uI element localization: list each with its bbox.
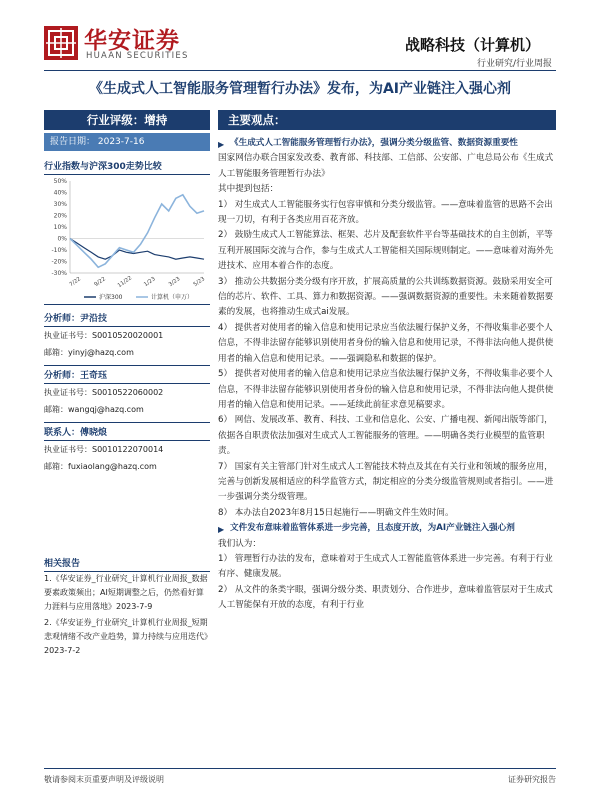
list-item: 5） 提供者对使用者的输入信息和使用记录应当依法履行保护义务，不得收集非必要个人信息，不得非法留存能够识别使用者身份的输入信息和使用记录，不得非法向他人提供使用者的输入信息和使用记录。——延续此前征求意见稿要求。 [218,369,554,410]
report-type: 战略科技（计算机） [404,36,540,54]
y-tick-label: -10% [51,247,67,254]
bullet-heading-1-text: 《生成式人工智能服务管理暂行办法》，强调分类分级监管、数据资源重要性 [230,138,518,148]
footer-disclaimer[interactable]: 敬请参阅末页重要声明及评级说明 [44,775,164,784]
y-tick-label: 50% [53,178,67,185]
analyst-1-cert: 执业证书号：S0010520020001 [44,331,164,340]
x-tick-label: 11/22 [116,275,134,290]
list-item: 4） 提供者对使用者的输入信息和使用记录应当依法履行保护义务，不得收集非必要个人信息，不得非法留存能够识别使用者身份的输入信息和使用记录，不得非法向他人提供使用者的输入信息和使用记录。——强调隐私和数据的保护。 [218,322,554,364]
bullet-heading-2 [218,521,556,536]
related-report-item[interactable]: 2.《华安证券_行业研究_计算机行业周报_短期悲观情绪不改产业趋势，算力持续与应用迭代》2023-7-2 [44,618,208,655]
y-tick-label: 40% [53,189,67,197]
analyst-2-cert: 执业证书号：S0010522060002 [44,388,164,397]
main-content [218,110,556,614]
brand-name-cn: 华安证券 [84,28,180,54]
y-tick-label: 0% [57,235,67,243]
x-tick-label: 3/23 [167,276,182,289]
footer-divider [44,768,556,769]
x-tick-label: 7/22 [68,276,83,289]
list-item: 1） 管理暂行办法的发布，意味着对于生成式人工智能监管体系进一步完善。有利于行业有序、健康发展。 [218,553,553,580]
report-subtype: 行业研究/行业周报 [476,59,552,69]
x-tick-label: 1/23 [143,276,157,289]
y-tick-label: -20% [51,258,67,266]
list-item: 1） 对生成式人工智能服务实行包容审慎和分类分级监管。——意味着监管的思路不会出现一刀切，有利于各类应用百花齐放。 [218,199,553,226]
list-item: 6） 网信、发展改革、教育、科技、工业和信息化、公安、广播电视、新闻出版等部门，依据各自职责依法加强对生成式人工智能服务的管理。——明确各类行业模型的监管职责。 [218,415,553,457]
bullet-triangle-icon: ▶ [218,140,225,149]
index-chart-svg [44,175,210,305]
paragraph: 其中提到包括： [218,184,279,195]
bullet-triangle-icon: ▶ [218,525,225,535]
index-chart [44,175,210,305]
chart-section-title: 行业指数与沪深300走势比较 [44,159,210,175]
related-report-item[interactable]: 1.《华安证券_行业研究_计算机行业周报_数据要素政策频出；AI短期调整之后，仍然看好算力涯料与应用落地》2023-7-9 [44,574,208,611]
legend-label-1: 沪深300 [99,294,123,301]
analyst-1-email[interactable]: 邮箱：yinyj@hazq.com [44,348,134,357]
content-body [218,136,556,614]
header-divider [44,70,556,71]
list-item: 2） 鼓励生成式人工智能算法、框架、芯片及配套软件平台等基础技术的自主创新，平等互利开展国际交流与合作，参与生成式人工智能相关国际规则制定。——意味着对海外先进技术、应用本着合作的态度。 [218,230,554,272]
list-item: 7） 国家有关主管部门针对生成式人工智能技术特点及其在有关行业和领域的服务应用，完善与创新发展相适应的科学监管方式，制定相应的分类分级监管规则或者指引。——进一步强调分类分级管理。 [218,461,554,503]
analyst-2-email[interactable]: 邮箱：wangqj@hazq.com [44,405,144,414]
paragraph: 国家网信办联合国家发改委、教育部、科技部、工信部、公安部、广电总局公布《生成式人工智能服务管理暂行办法》 [218,153,554,179]
list-item: 2） 从文件的条类字眼，强调分级分类、职责划分、合作进步，意味着监管层对于生成式人工智能保有开放的态度，有利于行业 [218,584,553,611]
y-tick-label: -30% [51,270,67,277]
bullet-heading-1 [218,136,556,151]
page-header [0,0,600,70]
analyst-1-name: 分析师：尹沿技 [44,309,210,327]
related-reports-list [44,572,210,660]
list-item: 3） 推动公共数据分类分级有序开放，扩展高质量的公共训练数据资源。鼓励采用安全可信的芯片、软件、工具、算力和数据资源。——强调数据资源的重要性。未来随着数据要素的发展，也将推动生成式ai发展。 [218,276,554,318]
analyst-2-name: 分析师：王奇珏 [44,365,210,384]
report-title: 《生成式人工智能服务管理暂行办法》发布，为AI产业链注入强心剂 [88,81,512,97]
contact-cert: 执业证书号：S0010122070014 [44,445,164,454]
y-tick-label: 30% [53,201,67,208]
brand-name-en: HUAAN SECURITIES [86,51,189,61]
huaan-logo-icon [44,26,78,60]
key-points-title: 主要观点： [218,110,556,130]
legend-label-2: 计算机（申万） [151,294,194,301]
industry-rating: 行业评级：增持 [44,110,210,130]
y-tick-label: 20% [53,212,67,220]
left-sidebar [44,110,210,475]
related-reports-title: 相关报告 [44,556,210,572]
footer-label: 证券研究报告 [508,775,556,784]
series-line-2 [70,195,204,267]
paragraph: 我们认为： [218,538,261,549]
x-tick-label: 5/23 [192,276,207,289]
list-item: 8） 本办法自2023年8月15日起施行——明确文件生效时间。 [218,507,454,518]
report-date: 报告日期： 2023-7-16 [44,133,210,151]
y-tick-label: 10% [53,224,67,231]
x-tick-label: 9/22 [93,276,108,289]
bullet-heading-2-text: 文件发布意味着监管体系进一步完善，且态度开放，为AI产业链注入强心剂 [230,523,515,534]
contact-name: 联系人：傅晓烺 [44,422,210,441]
contact-email[interactable]: 邮箱：fuxiaolang@hazq.com [44,462,157,471]
